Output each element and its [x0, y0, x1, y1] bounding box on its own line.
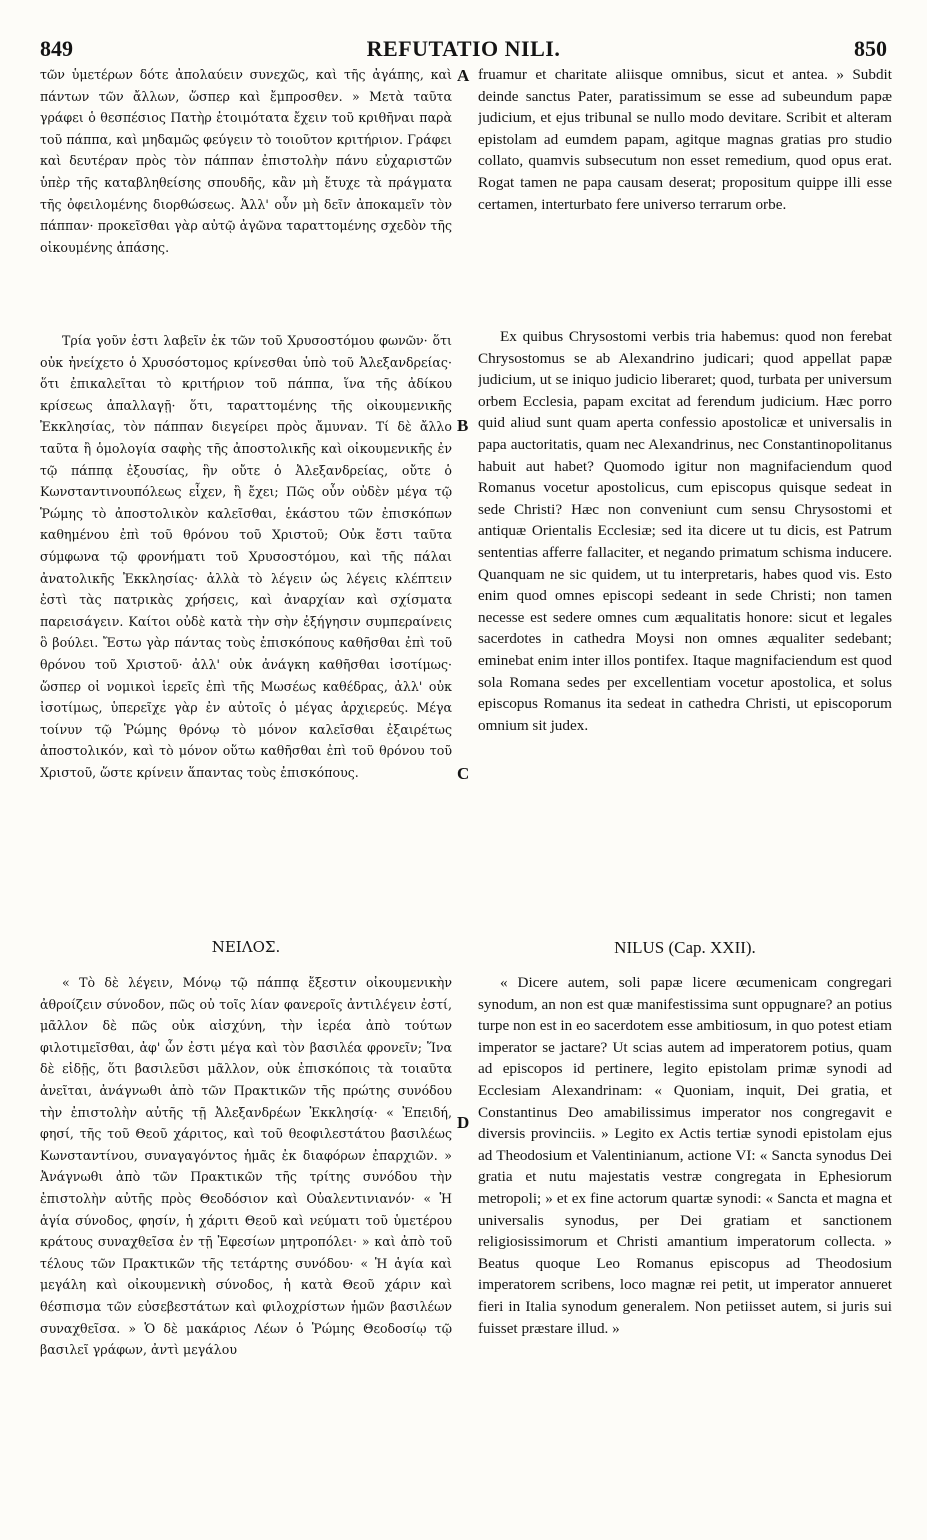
greek-paragraph: τῶν ὑμετέρων δότε ἀπολαύειν συνεχῶς, καὶ τῆς ἀγάπης, καὶ πάντων τῶν ἄλλων, ὥσπερ καὶ ἔμπροσθεν. » Μετὰ ταῦτα γράφει ὁ θεσπέσιος Πατὴρ ἑτοιμότατα ἔχειν τοῦ κριθῆναι παρὰ τοῦ πάππα, καὶ μηδαμῶς φεύγειν τὸ τοιοῦτον κριτήριον. Γράφει καὶ δευτέραν πρὸς τὸν πάππαν ἐπιστολὴν πάνυ εὐχαριστῶν ὑπὲρ τῆς καταβληθείσης σπουδῆς, κἂν μὴ ἔτυχε τὰ πράγματα τῆς ὀφειλομένης διορθώσεως. Ἀλλ' οὖν μὴ δεῖν ἀποκαμεῖν τὸν πάππαν· προκεῖσθαι γὰρ αὐτῷ ἀγῶνα ταραττομένης σχεδὸν τῆς οἰκουμένης ἁπάσης. — [40, 67, 452, 255]
greek-paragraph: « Τὸ δὲ λέγειν, Μόνῳ τῷ πάππᾳ ἔξεστιν οἰκουμενικὴν ἀθροίζειν σύνοδον, πῶς οὐ τοῖς λίαν φανεροῖς ἀντιλέγειν ἐστί, μᾶλλον δὲ πῶς οὐκ αἰσχύνη, τὴν ἱερέα ἀπὸ τούτων φιλοτιμεῖσθαι, ἀφ' ὧν ἐστι μέγα καὶ τὸν βασιλέα φρονεῖν; Ἵνα δὲ εἰδῇς, ὅτι βασιλεῦσι μᾶλλον, οὐκ ἐπισκόποις τὰ τοιαῦτα ἀνεῖται, ἀνάγνωθι ἀπὸ τῶν Πρακτικῶν τῆς πρώτης συνόδου τὴν ἐπιστολὴν αὐτῆς τῇ Ἀλεξανδρέων Ἐκκλησίᾳ· « Ἐπειδή, φησί, τῆς τοῦ Θεοῦ χάριτος, καὶ τοῦ θεοφιλεστάτου βασιλέως Κωνσταντίνου, συναγαγόντος ἡμᾶς ἐκ διαφόρων ἐπαρχιῶν. » Ἀνάγνωθι ἀπὸ τῶν Πρακτικῶν τῆς τρίτης συνόδου τὴν ἐπιστολὴν αὐτῆς πρὸς Θεοδόσιον καὶ Οὐαλεντινιανόν· « Ἡ ἁγία σύνοδος, φησίν, ἡ χάριτι Θεοῦ καὶ νεύματι τοῦ ὑμετέρου κράτους συναχθεῖσα ἐν τῇ Ἐφεσίων μητροπόλει· » καὶ ἀπὸ τοῦ τέλους τῶν Πρακτικῶν τῆς τετάρτης συνόδου· « Ἡ ἁγία καὶ μεγάλη καὶ οἰκουμενικὴ σύνοδος, ἡ κατὰ Θεοῦ χάριν καὶ θέσπισμα τῶν εὐσεβεστάτων καὶ φιλοχρίστων ἡμῶν βασιλέων συναχθεῖσα. » Ὁ δὲ μακάριος Λέων ὁ Ῥώμης Θεοδοσίῳ τῷ βασιλεῖ γράφων, ἀντὶ μεγάλου — [40, 975, 452, 1358]
margin-letter-c: C — [457, 764, 470, 783]
latin-column-block-2 — [478, 326, 892, 906]
latin-column-block-1 — [478, 64, 892, 300]
latin-paragraph: fruamur et charitate aliisque omnibus, sicut et antea. » Subdit deinde sanctus Pater, paratissimum se esse ad subeundum papæ judicium, et ejus tribunal se nullo modo devitare. Scribit et alteram epistolam ad eumdem papam, agitque magnas gratias pro studio collato, quamvis subsecutum non esset remedium, quod opus erat. Rogat tamen ne papa causam deserat; propositum quippe illi esse certamen, interturbato fere universo terrarum orbe. — [478, 66, 892, 213]
latin-column-block-3 — [478, 972, 892, 1520]
greek-column-block-2 — [40, 330, 452, 920]
margin-letter-a: A — [457, 66, 470, 85]
greek-paragraph: Τρία γοῦν ἐστι λαβεῖν ἐκ τῶν τοῦ Χρυσοστόμου φωνῶν· ὅτι οὐκ ἠνείχετο ὁ Χρυσόστομος κρίνεσθαι ὑπὸ τοῦ Ἀλεξανδρείας· ὅτι ἐπικαλεῖται τὸ κριτήριον τοῦ πάππα, ἵνα τῆς ἀδίκου κρίσεως ἀπαλλαγῇ· ὅτι, ταραττομένης τῆς οἰκουμενικῆς Ἐκκλησίας, τὸν πάππαν διεγείρει πρὸς ἄμυναν. Τί δὲ ἄλλο ταῦτα ἢ ὁμολογία σαφὴς τῆς ἀποστολικῆς καὶ οἰκουμενικῆς ἐν τῷ πάππᾳ ἐξουσίας, ἣν οὔτε ὁ Ἀλεξανδρείας, οὔτε ὁ Κωνσταντινουπόλεως εἶχεν, ἢ ἔχει; Πῶς οὖν οὐδὲν μέγα τῷ Ῥώμης τὸ ἀποστολικὸν καλεῖσθαι, ἑκάστου τῶν ἐπισκόπων καθημένου ἐπὶ τοῦ θρόνου τοῦ Χριστοῦ; Οὐκ ἔστι ταῦτα σύμφωνα τῷ φρονήματι τοῦ Χρυσοστόμου, καὶ τῆς πάλαι ἀνατολικῆς Ἐκκλησίας· ἀλλὰ τὸ λέγειν ὡς λέγεις κλέπτειν ἐστὶ τὰς πατρικὰς χρήσεις, καὶ ἀναρχίαν καὶ σχίσματα παρεισάγειν. Καίτοι οὐδὲ κατὰ τὴν σὴν ἐξήγησιν συμπεραίνεις ὃ βούλει. Ἔστω γὰρ πάντας τοὺς ἐπισκόπους καθῆσθαι ἐπὶ τοῦ θρόνου τοῦ Χριστοῦ· ἀλλ' οὐκ ἀνάγκη καθῆσθαι ἰσοτίμως· ὥσπερ οἱ νομικοὶ ἱερεῖς ἐπὶ τῆς Μωσέως καθέδρας, ἀλλ' οὐκ ἰσοτίμως, ὑπερεῖχε γὰρ ἐν αὐτοῖς ὁ μέγας ἀρχιερεύς. Μέγα τοίνυν τῷ Ῥώμης θρόνῳ τὸ μόνον καλεῖσθαι ἐξαιρέτως ἀποστολικόν, καὶ τὸ μόνον οὕτω καθῆσθαι ἐπὶ τοῦ θρόνου τοῦ Χριστοῦ, ὥστε κρίνειν ἅπαντας τοὺς ἐπισκόπους. — [40, 333, 452, 780]
greek-section-heading: ΝΕΙΛΟΣ. — [211, 938, 281, 956]
left-page-number: 849 — [40, 36, 73, 61]
latin-paragraph: Ex quibus Chrysostomi verbis tria habemus: quod non ferebat Chrysostomus se ab Alexandrino judicari; quod appellat papæ judicium, ut se iniquo judicio liberaret; quod, turbata per universum orbem Ecclesia, papam excitat ad ferendum judicium. Hæc porro quid aliud sunt quam aperta confessio apostolicæ et universalis in papa auctoritatis, quam nec Alexandrinus, nec Constantinopolitanus habuit aut habet? Quomodo igitur non magnifaciendum quod Romanus vocetur apostolicus, cum episcopus quisque sedeat in sede Christi? Hæc non conveniunt cum sensu Chrysostomi et antiquæ Orientalis Ecclesiæ; sed ita dicere ut tu dicis, est Patrum sententias afferre fallaciter, et negando primatum schisma inducere. Quanquam ne sic quidem, ut tu interpretaris, habes quod vis. Esto enim quod omnes episcopi sedeant in sede Christi; non tamen necesse est sedere omnes cum æqualitatis honore: sicut et legales sacerdotes in cathedra Moysi non omnes æqualiter sedebant; eminebat enim inter illos pontifex. Itaque magnifaciendum est quod sola Romana sedes per excellentiam vocetur apostolica, et solus episcopus Romanus ita sedeat in cathedra Christi, ut episcoporum omnium sit judex. — [478, 328, 892, 734]
latin-paragraph: « Dicere autem, soli papæ licere œcumenicam congregari synodum, an non est quæ manifestissima sunt oppugnare? an potius turpe non est in eo sacerdotem esse ambitiosum, in quo potest etiam imperator se jactare? Ut scias autem ad imperatorem potius, quam ad episcopos id pertinere, legito epistolam primæ synodi ad Ecclesiam Alexandrinam: « Quoniam, inquit, Dei gratia, et Constantinus Deo amabilissimus imperator nos congregavit e diversis provinciis. » Legito ex Actis tertiæ synodi epistolam ejus ad Theodosium et Valentinianum, actione VI: « Sancta synodus Dei gratia et nutu majestatis vestræ congregata in Ephesiorum metropoli; » et ex fine actorum quartæ synodi: « Sancta et magna et universalis synodus, per Dei gratiam et sanctionem religiosissimorum et Christi amantium imperatorum collecta. » Beatus quoque Leo Romanus episcopus ad Theodosium imperatorem scribens, loco magnæ rei petit, ut imperator annueret fieri in Italia synodum generalem. Non petiisset autem, si juris sui fuisset præstare illud. » — [478, 974, 892, 1337]
margin-letter-d: D — [457, 1113, 470, 1132]
latin-section-heading: NILUS (Cap. XXII). — [614, 938, 756, 957]
running-title: REFUTATIO NILI. — [366, 36, 561, 61]
right-page-number: 850 — [854, 36, 887, 61]
greek-column-block-1 — [40, 64, 452, 322]
page-header — [40, 36, 887, 62]
margin-letter-b: B — [457, 416, 469, 435]
greek-column-block-3 — [40, 972, 452, 1520]
